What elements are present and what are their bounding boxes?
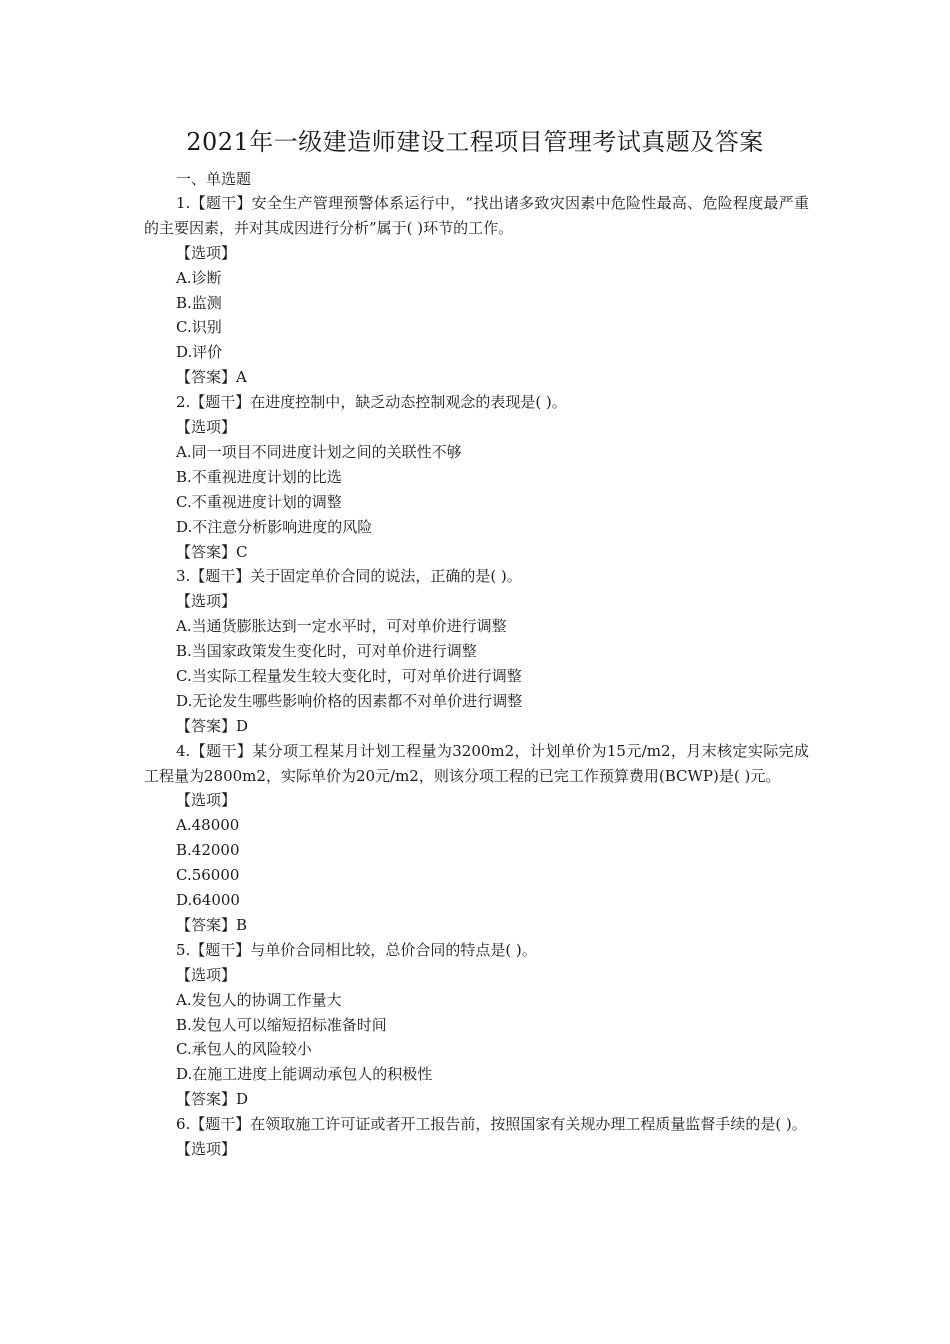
question-stem: 6.【题干】在领取施工许可证或者开工报告前，按照国家有关规办理工程质量监督手续的是( )。: [176, 1115, 807, 1134]
option-item: A.48000: [176, 816, 240, 835]
question-stem: 1.【题干】安全生产管理预警体系运行中，“找出诸多致灾因素中危险性最高、危险程度最严重的主要因素，并对其成因进行分析”属于( )环节的工作。: [144, 194, 809, 237]
question-stem: 5.【题干】与单价合同相比较，总价合同的特点是( )。: [176, 940, 537, 959]
option-item: D.在施工进度上能调动承包人的积极性: [176, 1065, 433, 1084]
option-item: C.56000: [176, 866, 240, 885]
question-item: [144, 191, 809, 390]
option-item: A.同一项目不同进度计划之间的关联性不够: [176, 442, 462, 461]
option-item: B.发包人可以缩短招标准备时间: [176, 1015, 387, 1034]
answer-line: 【答案】A: [176, 368, 247, 387]
option-item: D.不注意分析影响进度的风险: [176, 517, 373, 536]
options-label: 【选项】: [176, 243, 237, 262]
option-item: B.不重视进度计划的比选: [176, 467, 342, 486]
question-item: [144, 564, 809, 738]
question-list: [144, 191, 809, 1162]
option-item: A.诊断: [176, 268, 222, 287]
question-item: [144, 390, 809, 564]
options-label: 【选项】: [176, 418, 237, 437]
option-item: B.42000: [176, 841, 240, 860]
answer-line: 【答案】D: [176, 1090, 249, 1109]
question-item: [144, 938, 809, 1112]
option-item: B.当国家政策发生变化时，可对单价进行调整: [176, 642, 477, 661]
options-label: 【选项】: [176, 965, 237, 984]
options-label: 【选项】: [176, 1139, 237, 1158]
option-item: A.发包人的协调工作量大: [176, 990, 342, 1009]
option-item: D.无论发生哪些影响价格的因素都不对单价进行调整: [176, 691, 523, 710]
option-item: C.不重视进度计划的调整: [176, 492, 342, 511]
question-stem: 4.【题干】某分项工程某月计划工程量为3200m2，计划单价为15元/m2，月末核定实际完成工程量为2800m2，实际单价为20元/m2，则该分项工程的已完工作预算费用(BCWP)是( )元。: [144, 741, 809, 785]
answer-line: 【答案】D: [176, 716, 249, 735]
question-item: [144, 1112, 809, 1162]
option-item: D.评价: [176, 343, 223, 362]
option-item: A.当通货膨胀达到一定水平时，可对单价进行调整: [176, 617, 507, 636]
question-stem: 2.【题干】在进度控制中，缺乏动态控制观念的表现是( )。: [176, 393, 567, 412]
page-title: 2021年一级建造师建设工程项目管理考试真题及答案: [186, 128, 764, 156]
option-item: D.64000: [176, 891, 240, 910]
answer-line: 【答案】C: [176, 542, 248, 561]
option-item: C.承包人的风险较小: [176, 1040, 312, 1059]
option-item: B.监测: [176, 293, 222, 312]
options-label: 【选项】: [176, 592, 237, 611]
option-item: C.识别: [176, 318, 222, 337]
answer-line: 【答案】B: [176, 915, 248, 934]
section-heading: 一、单选题: [176, 170, 252, 188]
options-label: 【选项】: [176, 791, 237, 810]
question-stem: 3.【题干】关于固定单价合同的说法，正确的是( )。: [176, 567, 522, 586]
option-item: C.当实际工程量发生较大变化时，可对单价进行调整: [176, 666, 522, 685]
question-item: [144, 739, 809, 938]
